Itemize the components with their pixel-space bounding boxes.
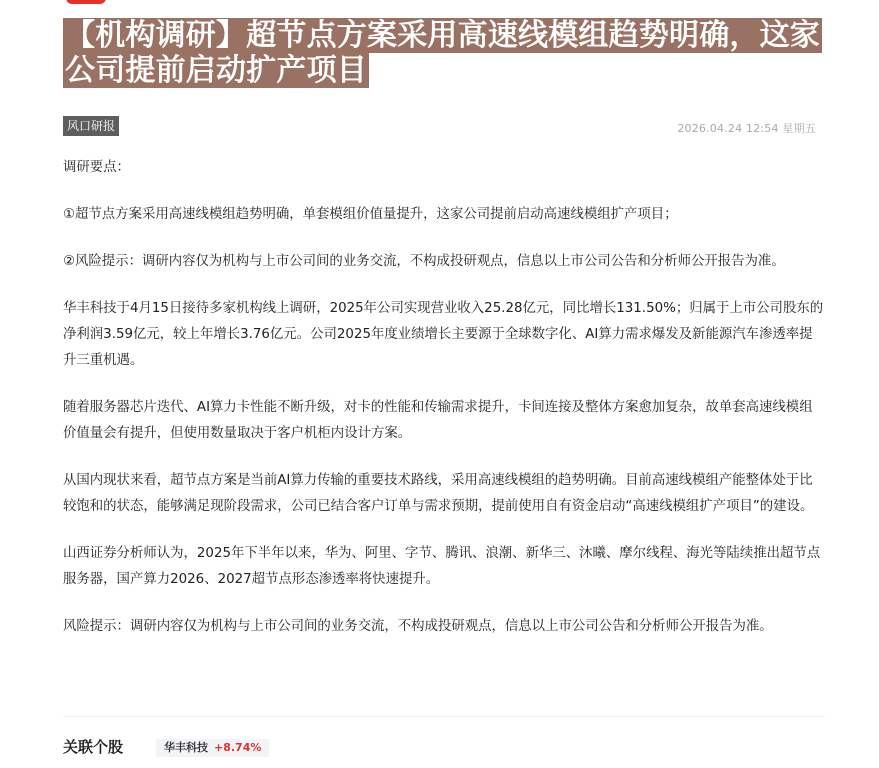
site-logo[interactable] — [66, 0, 106, 4]
article-title-text: 【机构调研】超节点方案采用高速线模组趋势明确，这家公司提前启动扩产项目 — [65, 18, 820, 88]
article-title — [63, 18, 823, 88]
paragraph-financials: 华丰科技于4月15日接待多家机构线上调研，2025年公司实现营业收入25.28亿元，同比增长131.50%；归属于上市公司股东的净利润3.59亿元，较上年增长3.76亿元。公司2025年度业绩增长主要源于全球数字化、AI算力需求爆发及新能源汽车渗透率提升三重机遇。 — [63, 301, 824, 368]
paragraph-key-points-heading: 调研要点： — [63, 160, 130, 175]
paragraph-point-1: ①超节点方案采用高速线模组趋势明确，单套模组价值量提升，这家公司提前启动高速线模组扩产项目； — [63, 207, 678, 222]
paragraph-analyst-view: 山西证券分析师认为，2025年下半年以来，华为、阿里、字节、腾讯、浪潮、新华三、沐曦、摩尔线程、海光等陆续推出超节点服务器，国产算力2026、2027超节点形态渗透率将快速提升。 — [63, 546, 821, 587]
related-stocks-heading: 关联个股 — [63, 738, 124, 756]
column-tag[interactable]: 风口研报 — [63, 116, 119, 136]
stock-change: +8.74% — [214, 741, 262, 754]
paragraph-domestic-status: 从国内现状来看，超节点方案是当前AI算力传输的重要技术路线，采用高速线模组的趋势明确。目前高速线模组产能整体处于比较饱和的状态，能够满足现阶段需求，公司已结合客户订单与需求预期，提前使用自有资金启动“高速线模组扩产项目”的建设。 — [63, 473, 814, 514]
article-body — [63, 155, 825, 640]
paragraph-module-value: 随着服务器芯片迭代、AI算力卡性能不断升级，对卡的性能和传输需求提升，卡间连接及整体方案愈加复杂，故单套高速线模组价值量会有提升，但使用数量取决于客户机柜内设计方案。 — [63, 400, 813, 441]
related-stock-chip[interactable] — [156, 739, 269, 757]
publish-date: 2026.04.24 12:54 星期五 — [677, 122, 816, 135]
paragraph-point-2: ②风险提示：调研内容仅为机构与上市公司间的业务交流，不构成投研观点，信息以上市公司公告和分析师公开报告为准。 — [63, 254, 785, 269]
stock-name: 华丰科技 — [164, 741, 208, 754]
section-divider — [63, 716, 825, 717]
paragraph-risk-notice: 风险提示：调研内容仅为机构与上市公司间的业务交流，不构成投研观点，信息以上市公司公告和分析师公开报告为准。 — [63, 619, 773, 634]
